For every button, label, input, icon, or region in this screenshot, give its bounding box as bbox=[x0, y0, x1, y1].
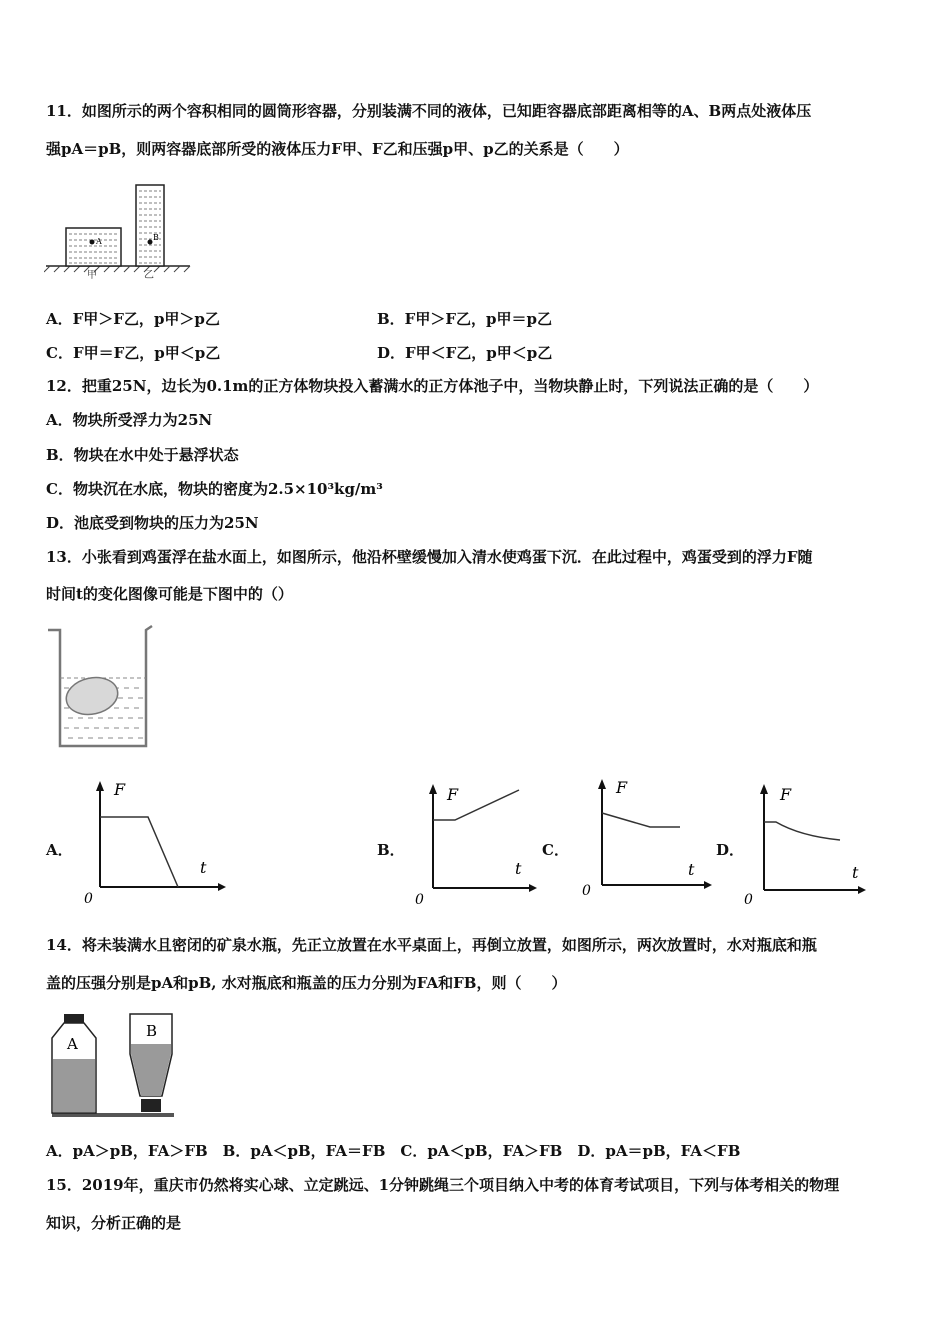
q12-option-a: A．物块所受浮力为25N bbox=[46, 411, 213, 429]
q13-stem-line2: 时间t的变化图像可能是下图中的（） bbox=[46, 585, 293, 603]
q13-option-c-label: C． bbox=[542, 841, 569, 859]
graph-b-curve bbox=[433, 790, 519, 820]
q11-option-d: D．F甲＜F乙，p甲＜p乙 bbox=[377, 344, 553, 362]
graph-a-origin: 0 bbox=[84, 891, 93, 907]
q11-option-c: C．F甲＝F乙，p甲＜p乙 bbox=[46, 344, 221, 362]
graph-b-f-arrow bbox=[429, 784, 437, 794]
graph-a-f-arrow bbox=[96, 781, 104, 791]
bottle-b-label: B bbox=[146, 1022, 158, 1040]
q14-stem-line1: 14．将未装满水且密闭的矿泉水瓶，先正立放置在水平桌面上，再倒立放置，如图所示，两次放置时，水对瓶底和瓶 bbox=[46, 936, 817, 954]
graph-d-f-arrow bbox=[760, 784, 768, 794]
q12-option-c: C．物块沉在水底，物块的密度为2.5×10³kg/m³ bbox=[46, 480, 383, 498]
graph-c-t-arrow bbox=[704, 881, 712, 889]
graph-d-f-label: F bbox=[780, 785, 792, 804]
label-yi: 乙 bbox=[144, 270, 154, 280]
q13-beaker-figure bbox=[46, 624, 158, 752]
graph-b-t-arrow bbox=[529, 884, 537, 892]
egg bbox=[63, 673, 121, 719]
graph-b-t-label: t bbox=[515, 859, 522, 878]
bottle-a-cap bbox=[64, 1014, 84, 1023]
ground-hatching bbox=[44, 266, 190, 272]
point-b-label: B bbox=[153, 233, 159, 242]
graph-d-curve bbox=[764, 822, 840, 840]
bottle-b-water bbox=[131, 1044, 171, 1096]
q12-option-b: B．物块在水中处于悬浮状态 bbox=[46, 446, 239, 464]
q13-graph-d bbox=[740, 780, 870, 910]
graph-d-t-label: t bbox=[852, 863, 859, 882]
q13-option-a-label: A． bbox=[46, 841, 73, 859]
graph-a-t-arrow bbox=[218, 883, 226, 891]
graph-d-t-arrow bbox=[858, 886, 866, 894]
q15-stem-line1: 15．2019年，重庆市仍然将实心球、立定跳远、1分钟跳绳三个项目纳入中考的体育考试项目，下列与体考相关的物理 bbox=[46, 1176, 840, 1194]
graph-a-t-label: t bbox=[200, 858, 207, 877]
q11-stem-line2: 强pA＝pB，则两容器底部所受的液体压力F甲、F乙和压强p甲、p乙的关系是（ ） bbox=[46, 140, 629, 158]
graph-a-f-label: F bbox=[114, 780, 126, 799]
graph-d-origin: 0 bbox=[744, 892, 753, 908]
q13-stem-line1: 13．小张看到鸡蛋浮在盐水面上，如图所示，他沿杯壁缓慢加入清水使鸡蛋下沉．在此过程中，鸡蛋受到的浮力F随 bbox=[46, 548, 813, 566]
point-a-label: A bbox=[96, 237, 102, 246]
point-a bbox=[90, 240, 95, 245]
q14-stem-line2: 盖的压强分别是pA和pB, 水对瓶底和瓶盖的压力分别为FA和FB，则（ ） bbox=[46, 974, 567, 992]
q13-graph-a bbox=[78, 775, 228, 910]
q11-containers-figure bbox=[44, 180, 194, 280]
q13-option-d-label: D． bbox=[716, 841, 745, 859]
q11-option-a: A．F甲＞F乙，p甲＞p乙 bbox=[46, 310, 220, 328]
graph-c-curve bbox=[602, 813, 680, 827]
graph-b-f-label: F bbox=[447, 785, 459, 804]
q13-option-b-label: B． bbox=[377, 841, 405, 859]
graph-c-f-arrow bbox=[598, 779, 606, 789]
q14-options: A．pA＞pB，FA＞FB B．pA＜pB，FA＝FB C．pA＜pB，FA＞FB D．pA＝pB，FA＜FB bbox=[46, 1142, 741, 1160]
graph-c-origin: 0 bbox=[582, 883, 591, 899]
q12-option-d: D．池底受到物块的压力为25N bbox=[46, 514, 259, 532]
bottle-b-cap bbox=[141, 1099, 161, 1112]
q11-stem-line1: 11．如图所示的两个容积相同的圆筒形容器，分别装满不同的液体，已知距容器底部距离相等的A、B两点处液体压 bbox=[46, 102, 812, 120]
q13-graph-b bbox=[407, 780, 537, 910]
graph-c-t-label: t bbox=[688, 860, 695, 879]
bottle-a-water bbox=[53, 1059, 95, 1112]
q15-stem-line2: 知识，分析正确的是 bbox=[46, 1214, 182, 1232]
graph-c-f-label: F bbox=[616, 778, 628, 797]
graph-a-curve bbox=[100, 817, 178, 887]
point-b bbox=[148, 240, 153, 245]
q12-stem: 12．把重25N，边长为0.1m的正方体物块投入蓄满水的正方体池子中，当物块静止时，下列说法正确的是（ ） bbox=[46, 377, 819, 395]
bottle-a-label: A bbox=[67, 1035, 78, 1053]
label-jia: 甲 bbox=[87, 270, 97, 280]
graph-b-origin: 0 bbox=[415, 892, 424, 908]
q14-bottles-figure bbox=[46, 1010, 182, 1120]
q11-option-b: B．F甲＞F乙，p甲＝p乙 bbox=[377, 310, 552, 328]
q13-graph-c bbox=[576, 775, 716, 905]
